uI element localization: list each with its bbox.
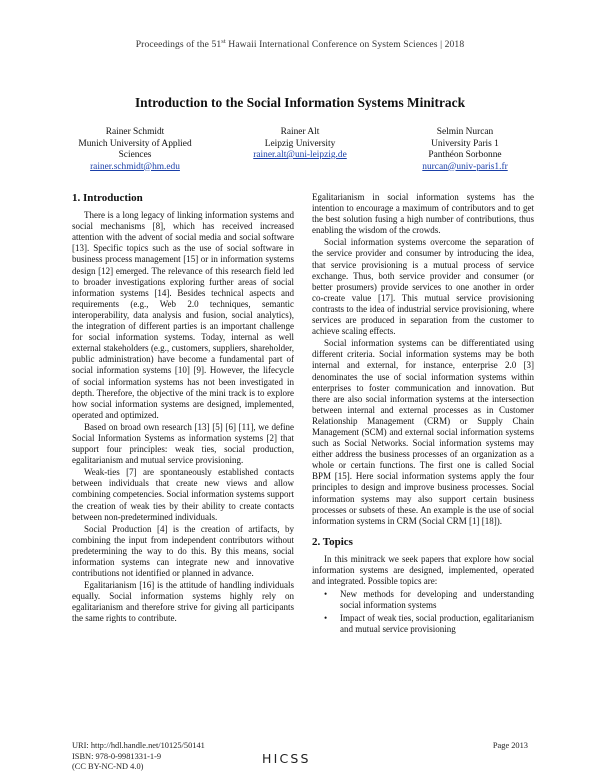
author-affiliation: University Paris 1 — [431, 138, 499, 149]
footer-metadata — [72, 741, 205, 773]
proceedings-header: Proceedings of the 51st Hawaii International Conference on System Sciences | 2018 — [135, 38, 465, 51]
body-paragraph: Social information systems overcome the separation of the service provider and consumer by introducing the idea, that service provisioning is a mutual process of service exchange. Thus, both service provider and consumer (or better prosumers) provide services to one another in order co-create value [17]. This mutual service provisioning contrasts to the idea of industrial service provisioning, where services are produced in separation from the customer to achieve scaling effects. — [312, 237, 534, 337]
right-column — [312, 192, 534, 638]
author-affiliation: Sciences — [118, 150, 152, 160]
author-affiliation: Munich University of Applied — [78, 138, 192, 149]
body-paragraph: Social information systems can be differentiated using different criteria. Social information systems may be both internal and external, for instance, enterprise 2.0 [3] denominates the use of social information systems within enterprises to foster communication and innovation. But there are also social information systems at the intersection between internal and external processes as in Customer Relationship Management (CRM) or Supply Chain Management (SCM) and external social information systems such as Social Networks. Social information systems may either address the business processes of an organization as a whole or certain functions. The first one is called Social BPM [15]. Here social information systems apply the four principles to design and improve business processes. Social information systems may also support certain business processes or subsets of these. An example is the use of social information systems in CRM (Social CRM [1] [18]). — [312, 338, 534, 526]
body-paragraph: There is a long legacy of linking information systems and social mechanisms [8], which has received increased attention with the advent of social media and social software [13]. Specific topics such as the use of social software in business process management [15] or in information systems design [12] emerged. The relevance of this research field led to broader investigations exploring further areas of social information systems [14]. Besides technical aspects and requirements (e.g., Web 2.0 techniques, semantic interoperability, data analysis and fusion, social analytics), the integration of different parties is an important challenge for social information systems. Today, internal as well external stakeholders (e.g., customers, suppliers, shareholder, public administration) have become a fundamental part of social information systems [10] [9]. However, the lifecycle of social information systems has not been investigated in depth. Therefore, the objective of the mini track is to explore how social information systems are designed, implemented, operated and optimized. — [72, 210, 294, 420]
section-heading-topics: 2. Topics — [312, 535, 353, 548]
footer-uri: URI: http://hdl.handle.net/10125/50141 — [72, 741, 205, 750]
body-paragraph: Weak-ties [7] are spontaneously established contacts between individuals that create new views and allow combining competencies. Social information systems support the creation of weak ties by their ability to create contacts between non-predetermined individuals. — [72, 467, 294, 522]
topics-intro: In this minitrack we seek papers that explore how social information systems are designed, implemented, operated and integrated. Possible topics are: — [312, 553, 534, 587]
footer-isbn: ISBN: 978-0-9981331-1-9 — [72, 751, 162, 761]
list-item: • Impact of weak ties, social production, egalitarianism and mutual service provisioning — [332, 613, 534, 635]
author-3 — [390, 127, 540, 173]
paper-title: Introduction to the Social Information Systems Minitrack — [134, 95, 466, 110]
left-column — [72, 193, 294, 626]
hicss-logo: HICSS — [262, 751, 311, 766]
body-paragraph: Social Production [4] is the creation of artifacts, by combining the input from independent contributors without predetermining the way to do this. By this means, social information systems can integrate new and innovative contributions not identified or planned in advance. — [72, 523, 294, 579]
topics-list — [312, 589, 534, 635]
author-email-link[interactable]: nurcan@univ-paris1.fr — [422, 161, 508, 172]
author-affiliation: Leipzig University — [264, 138, 336, 149]
body-paragraph: Based on broad own research [13] [5] [6] [11], we define Social Information Systems as information systems [2] that support four principles: weak ties, social production, egalitarianism and mutual service provisioning. — [72, 421, 294, 466]
author-block — [60, 127, 540, 173]
page-number: Page 2013 — [492, 741, 528, 750]
author-email-link[interactable]: rainer.schmidt@hm.edu — [90, 161, 180, 172]
author-1 — [60, 127, 210, 173]
list-item: • New methods for developing and understanding social information systems — [332, 589, 534, 611]
section-heading-introduction: 1. Introduction — [72, 192, 143, 204]
author-name: Rainer Schmidt — [105, 127, 165, 137]
author-email-link[interactable]: rainer.alt@uni-leipzig.de — [253, 150, 347, 160]
author-affiliation: Panthéon Sorbonne — [428, 150, 502, 160]
author-2 — [225, 127, 375, 173]
author-name: Rainer Alt — [280, 127, 320, 137]
body-paragraph: Egalitarianism in social information systems has the intention to encourage a maximum of contributors and to get the best solution fusing a high number of contributions, thus enabling the wisdom of the crowds. — [312, 192, 534, 236]
author-name: Selmin Nurcan — [436, 127, 494, 137]
footer-license: (CC BY-NC-ND 4.0) — [72, 762, 144, 772]
body-paragraph: Egalitarianism [16] is the attitude of handling individuals equally. Social information systems highly rely on egalitarianism and therefore strive for giving all participants the same rights to contribute. — [72, 580, 294, 624]
